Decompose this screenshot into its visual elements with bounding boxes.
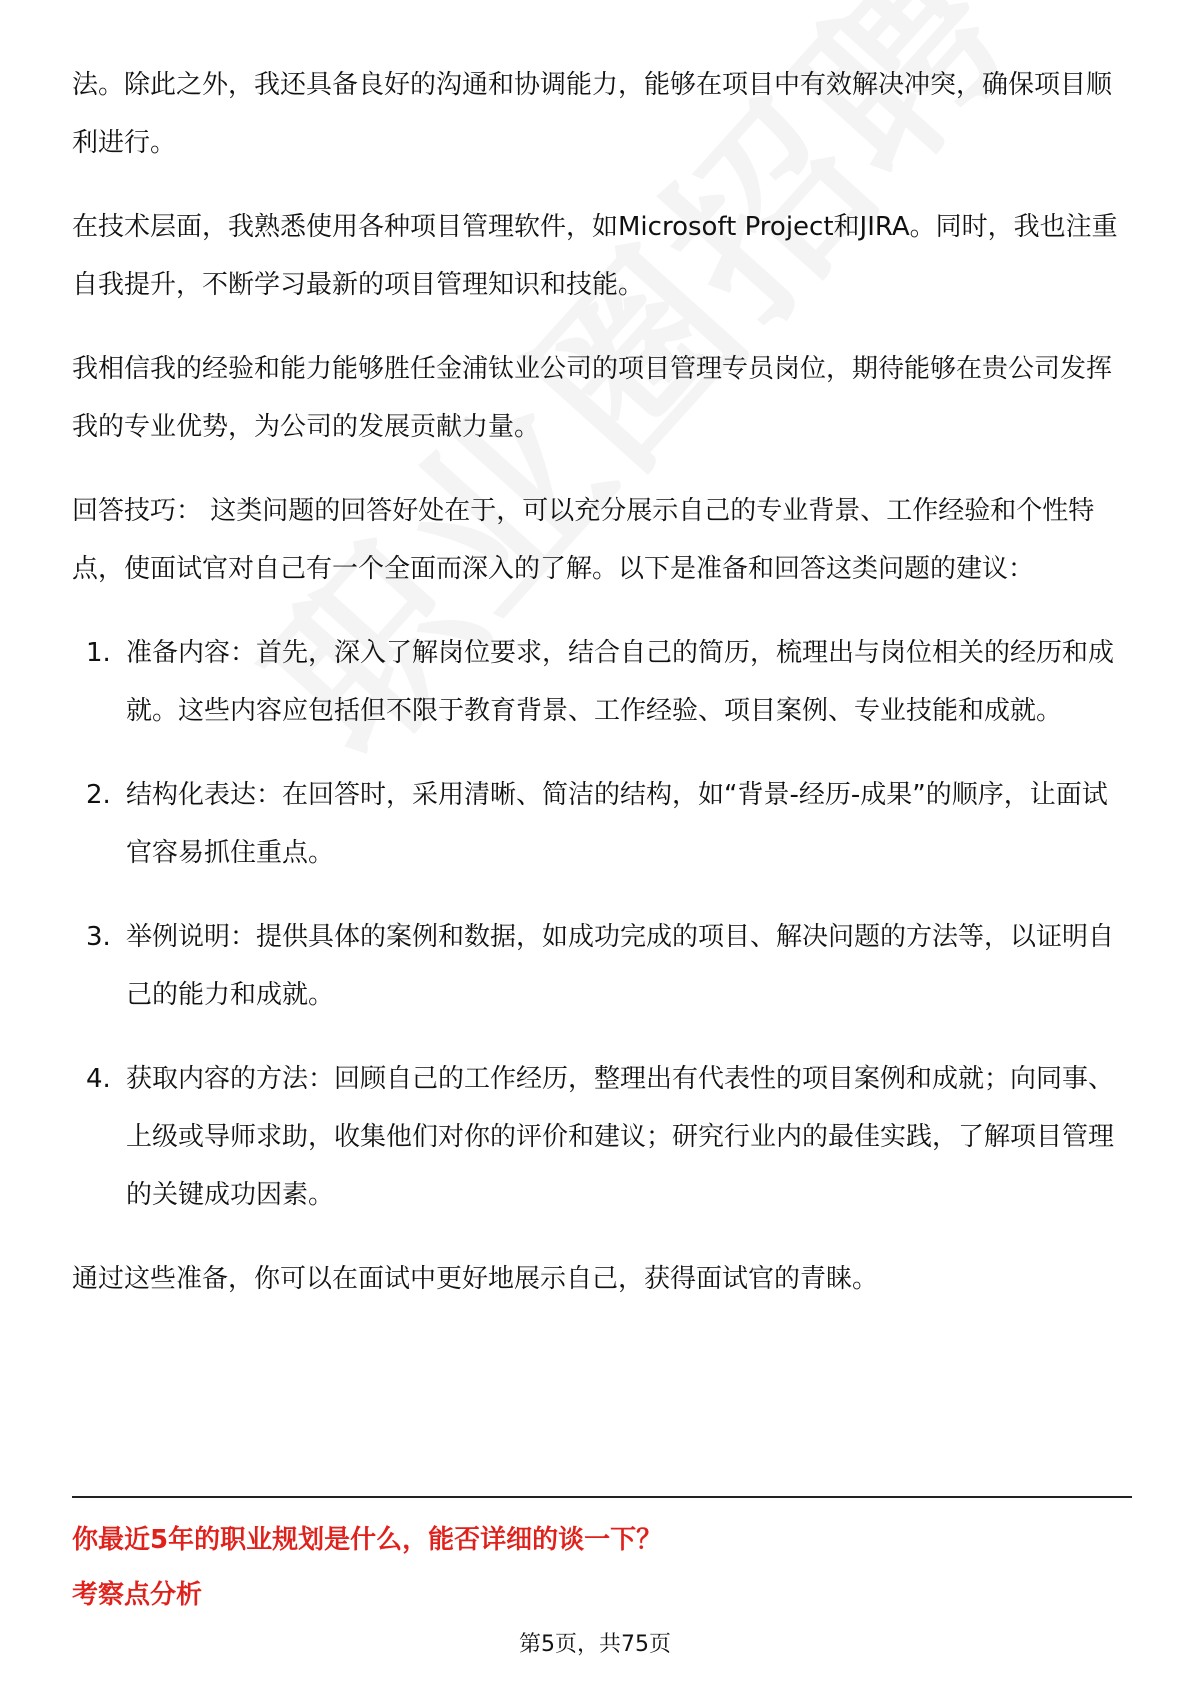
suggestion-list bbox=[72, 624, 1132, 1224]
paragraph-conclusion: 我相信我的经验和能力能够胜任金浦钛业公司的项目管理专员岗位，期待能够在贵公司发挥我的专业优势，为公司的发展贡献力量。 bbox=[72, 354, 1113, 442]
list-item-text: 准备内容：首先，深入了解岗位要求，结合自己的简历，梳理出与岗位相关的经历和成就。这些内容应包括但不限于教育背景、工作经验、项目案例、专业技能和成就。 bbox=[126, 638, 1115, 726]
list-number: 1. bbox=[86, 638, 111, 668]
list-item-text: 结构化表达：在回答时，采用清晰、简洁的结构，如“背景-经历-成果”的顺序，让面试官容易抓住重点。 bbox=[126, 780, 1108, 868]
list-item bbox=[72, 1050, 1132, 1224]
list-item bbox=[72, 766, 1132, 882]
paragraph-answer-tips: 回答技巧： 这类问题的回答好处在于，可以充分展示自己的专业背景、工作经验和个性特点，使面试官对自己有一个全面而深入的了解。以下是准备和回答这类问题的建议： bbox=[72, 496, 1095, 584]
paragraph-technical-skills: 在技术层面，我熟悉使用各种项目管理软件，如Microsoft Project和JIRA。同时，我也注重自我提升，不断学习最新的项目管理知识和技能。 bbox=[72, 212, 1118, 300]
list-number: 3. bbox=[86, 922, 111, 952]
section-divider bbox=[72, 1496, 1132, 1498]
list-item-text: 举例说明：提供具体的案例和数据，如成功完成的项目、解决问题的方法等，以证明自己的能力和成就。 bbox=[126, 922, 1115, 1010]
main-content bbox=[72, 56, 1132, 1334]
paragraph-closing: 通过这些准备，你可以在面试中更好地展示自己，获得面试官的青睐。 bbox=[72, 1264, 879, 1294]
analysis-section-heading: 考察点分析 bbox=[72, 1580, 203, 1610]
interview-question-heading: 你最近5年的职业规划是什么，能否详细的谈一下？ bbox=[72, 1525, 663, 1555]
list-item-text: 获取内容的方法：回顾自己的工作经历，整理出有代表性的项目案例和成就；向同事、上级或导师求助，收集他们对你的评价和建议；研究行业内的最佳实践，了解项目管理的关键成功因素。 bbox=[126, 1064, 1115, 1210]
list-item bbox=[72, 908, 1132, 1024]
list-number: 4. bbox=[86, 1064, 111, 1094]
list-number: 2. bbox=[86, 780, 111, 810]
page-footer: 第5页，共75页 bbox=[519, 1632, 671, 1657]
paragraph-continuation: 法。除此之外，我还具备良好的沟通和协调能力，能够在项目中有效解决冲突，确保项目顺利进行。 bbox=[72, 70, 1113, 158]
list-item bbox=[72, 624, 1132, 740]
